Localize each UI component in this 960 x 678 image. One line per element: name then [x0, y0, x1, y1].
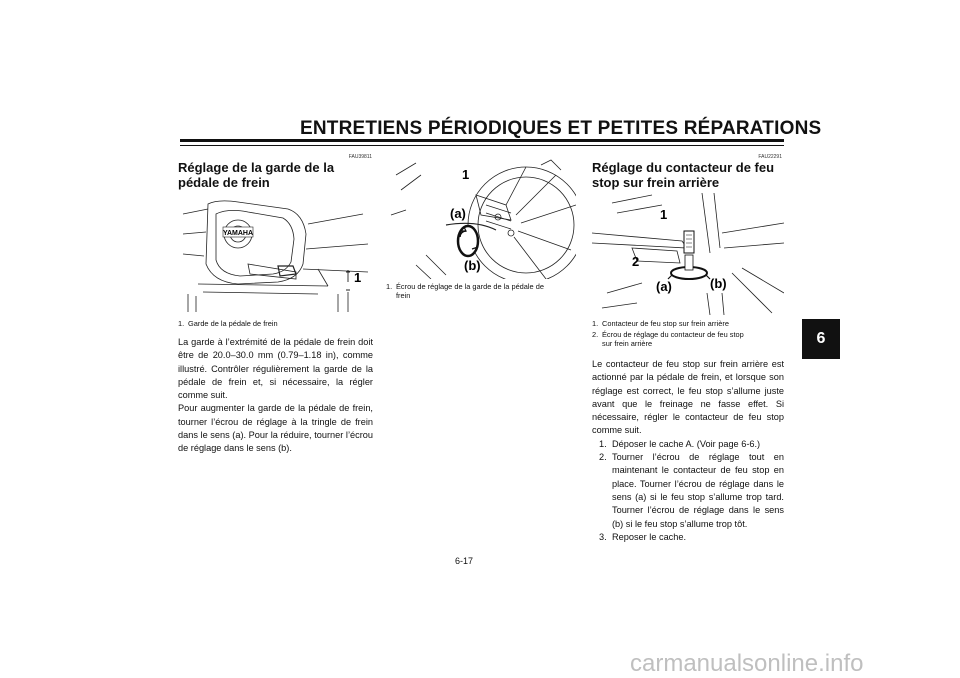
caption-brake-pedal: 1. Garde de la pédale de frein: [178, 319, 278, 328]
figure-brake-pedal-freeplay: [178, 194, 373, 314]
callout-2-switch: 2: [632, 254, 640, 269]
callout-1-brake-pedal: 1: [354, 270, 362, 285]
callout-a-nut: (a): [450, 206, 466, 221]
callout-1-switch: 1: [660, 207, 668, 222]
chapter-tab: 6: [802, 319, 840, 359]
yamaha-logo-text: YAMAHA: [222, 230, 254, 237]
caption-brake-switch: 1. Contacteur de feu stop sur frein arrière 2. Écrou de réglage du contacteur de feu stop sur frein arrière: [592, 319, 784, 348]
paragraph: Le contacteur de feu stop sur frein arrière est actionné par la pédale de frein, et lorsque son réglage est correct, le feu stop s’allume juste avant que le freinage ne fasse effet. Si nécessaire, régler le contacteur de feu stop comme suit.: [592, 359, 784, 436]
caption-item: 2. Écrou de réglage du contacteur de feu stop: [592, 330, 744, 339]
header-rule-thick: [180, 139, 784, 142]
figure-brake-light-switch: [592, 193, 784, 315]
section-title-brake-switch: Réglage du contacteur de feu stop sur frein arrière: [592, 160, 775, 190]
callout-b-switch: (b): [710, 276, 727, 291]
caption-item: 1. Contacteur de feu stop sur frein arrière: [592, 319, 729, 328]
paragraph: La garde à l’extrémité de la pédale de frein doit être de 20.0–30.0 mm (0.79–1.18 in), comme illustré. Contrôler régulièrement la garde de la pédale de frein et, si nécessaire, la régler comme suit.: [178, 337, 373, 401]
figure-brake-adjust-nut: [386, 155, 576, 279]
section-code-brake-switch: FAU22291: [758, 154, 782, 160]
caption-brake-adjust-nut: 1. Écrou de réglage de la garde de la pédale de frein: [386, 282, 544, 300]
page-number: 6-17: [455, 556, 474, 566]
step-item: 1. Déposer le cache A. (Voir page 6-6.): [599, 438, 761, 449]
section-title-brake-pedal: Réglage de la garde de la pédale de frein: [178, 160, 335, 190]
paragraph: Pour augmenter la garde de la pédale de frein, tourner l’écrou de réglage à la tringle de frein dans le sens (a). Pour la réduire, tourner l’écrou de réglage dans le sens (b).: [178, 403, 373, 454]
callout-a-switch: (a): [656, 279, 672, 294]
header-rule-thin: [180, 145, 784, 146]
callout-1-nut: 1: [462, 167, 470, 182]
step-item: 2. Tourner l’écrou de réglage tout en maintenant le contacteur de feu stop en place. Tourner l’écrou de réglage dans le sens (a) si le feu stop s’allume trop tard. Tourner l’écrou de réglage dans le sens (b) si le feu stop s’allume trop tôt.: [599, 452, 784, 529]
body-brake-switch: [592, 358, 784, 544]
callout-b-nut: (b): [464, 258, 481, 273]
step-item: 3. Reposer le cache.: [599, 531, 687, 542]
watermark: carmanualsonline.info: [630, 650, 864, 677]
body-brake-pedal: [178, 336, 373, 456]
page-header-title: ENTRETIENS PÉRIODIQUES ET PETITES RÉPARATIONS: [300, 118, 822, 139]
section-code-brake-pedal: FAU39811: [348, 154, 372, 160]
